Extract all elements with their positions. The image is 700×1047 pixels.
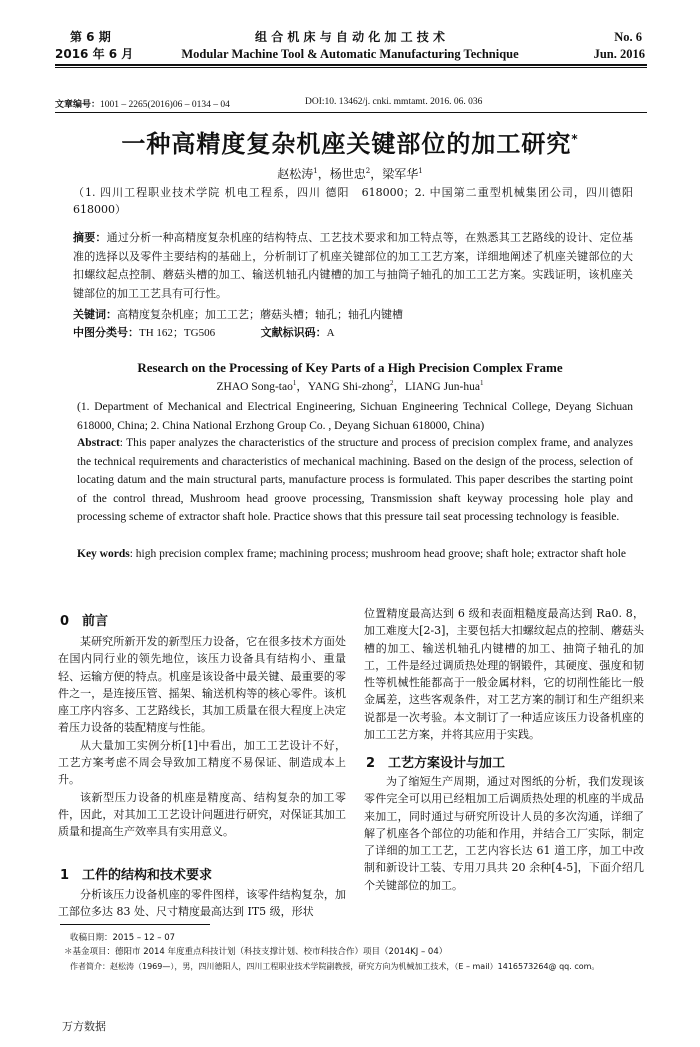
author-affil-mark: 2 <box>365 167 371 175</box>
author-affil-mark: 1 <box>480 379 484 388</box>
paragraph: 该新型压力设备的机座是精度高、结构复杂的加工零件，因此，对其加工工艺设计问题进行研究，对保证其加工质量和提高生产效率具有实用意义。 <box>58 790 346 839</box>
authors-en: ZHAO Song-tao$^1$，YANG Shi-zhong$^2$，LIANG Jun-hua$^1$ <box>216 379 484 393</box>
author-name: 赵松涛 <box>277 167 314 181</box>
section-0-title: 0 前言 <box>60 614 109 629</box>
issue-number-en: No. 6 <box>614 30 642 44</box>
footnote-rule <box>60 924 210 925</box>
page-title: 一种高精度复杂机座关键部位的加工研究* <box>121 130 579 158</box>
issue-number: 第 6 期 <box>70 30 111 44</box>
author-name: 杨世忠 <box>329 167 366 181</box>
watermark: 万方数据 <box>62 1020 106 1033</box>
right-column-cont <box>364 773 644 894</box>
article-number: 文章编号：1001 – 2265(2016)06 – 0134 – 04 <box>55 100 230 110</box>
journal-title-cn: 组 合 机 床 与 自 动 化 加 工 技 术 <box>255 30 445 44</box>
footnote-received: 收稿日期：2015 – 12 – 07 <box>70 933 176 943</box>
classification: 中图分类号：TH 162；TG506 文献标识码：A <box>73 326 335 339</box>
author-affil-mark: 1 <box>418 167 423 175</box>
author-name: 梁军华 <box>382 167 419 181</box>
paragraph: 位置精度最高达到 6 级和表面粗糙度最高达到 Ra0. 8，加工难度大[2-3]，主要包括大扣螺纹起点的控制、蘑菇头槽的加工、输送机轴孔内键槽的加工、抽筒子轴孔的加工，工件是经过调质热处理的钢锻件，其硬度、强度和韧性等机械性能都高于一般金属材料，它的切削性能比一般金属差，这些客观条件，对工艺方案的制订和生产组织来说都是一次考验。本文制订了一种适应该压力设备机座的加工工艺方案，并将其应用于实践。 <box>364 607 644 742</box>
keywords-en: Key words: high precision complex frame; machining process; mushroom head groove; shaft hole; extractor shaft hole <box>77 548 626 560</box>
author-affil-mark: 2 <box>389 379 394 388</box>
author-affil-mark: 1 <box>313 167 318 175</box>
footnote-fund: ＊基金项目：德阳市 2014 年度重点科技计划（科技支撑计划、校市科技合作）项目（2014KJ – 04） <box>64 947 448 957</box>
right-column <box>364 605 644 743</box>
authors-cn: 赵松涛$^1$，杨世忠$^2$，梁军华$^1$ <box>277 167 423 181</box>
paragraph: 从大量加工实例分析[1]中看出，加工工艺设计不好，工艺方案考虑不周会导致加工精度不易保证、制造成本上升。 <box>58 738 346 787</box>
issue-date: 2016 年 6 月 <box>55 47 134 61</box>
author-name: LIANG Jun-hua <box>404 381 480 393</box>
left-column <box>58 633 346 841</box>
abstract-cn: 摘要：通过分析一种高精度复杂机座的结构特点、工艺技术要求和加工特点等，在熟悉其工艺路线的设计、定位基准的选择以及零件主要结构的基础上，分析制订了机座关键部位的加工工艺方案，详细地阐述了机座关键部位的大扣螺纹起点控制、蘑菇头槽的加工、输送机轴孔内键槽的加工与抽筒子轴孔的加工工艺方案。实践证明，该机座关键部位的加工工艺具有可行性。 <box>73 231 634 300</box>
footnote-author: 作者简介：赵松涛（1969—），男，四川德阳人，四川工程职业技术学院副教授，研究方向为机械加工技术，（E – mail）1416573264@ qq. com。 <box>70 962 600 971</box>
header-rule <box>55 64 647 66</box>
abstract-en: Abstract: This paper analyzes the characteristics of the structure and process of precision complex frame, and analyzes the technical requirements and characteristics of mechanical machining. Based on the design of the process, selection of locating datum and the main structural parts, manufacture process is formulated. This paper describes the starting point of the control thread, Mushroom head groove processing, Transmission shaft keyway processing hole play and processing scheme of extractor shaft hole. Practice shows that this pressure tail seat processing technology is feasible. <box>77 437 633 523</box>
keywords-cn: 关键词：高精度复杂机座；加工工艺；蘑菇头槽；轴孔；轴孔内键槽 <box>73 308 403 321</box>
paragraph: 分析该压力设备机座的零件图样，该零件结构复杂，加工部位多达 83 处、尺寸精度最高达到 IT5 级，形状 <box>58 888 346 919</box>
section-1-title: 1 工件的结构和技术要求 <box>60 868 213 883</box>
paragraph: 为了缩短生产周期，通过对图纸的分析，我们发现该零件完全可以用已经粗加工后调质热处理的机座的半成品来加工，同时通过与研究所设计人员的多次沟通，详细了解了机座各个部位的功能和作用，并结合工厂实际，制定了详细的加工工艺，工艺内容长达 61 道工序，加工中改制和新设计工装、专用刀具共 20 余种[4-5]，下面介绍几个关键部位的加工。 <box>364 775 644 892</box>
issue-date-en: Jun. 2016 <box>593 47 645 61</box>
author-name: YANG Shi-zhong <box>307 381 390 393</box>
left-column-cont <box>58 886 346 921</box>
header-rule-thin <box>55 67 647 68</box>
author-name: ZHAO Song-tao <box>216 381 293 393</box>
author-affil-mark: 1 <box>292 379 297 388</box>
doi: DOI:10. 13462/j. cnki. mmtamt. 2016. 06. 036 <box>305 97 483 107</box>
affiliation-cn: （1. 四川工程职业技术学院 机电工程系，四川 德阳 618000；2. 中国第二重型机械集团公司，四川德阳 618000） <box>73 186 644 216</box>
journal-title-en: Modular Machine Tool & Automatic Manufacturing Technique <box>181 47 519 61</box>
title-en: Research on the Processing of Key Parts of a High Precision Complex Frame <box>137 360 563 375</box>
docinfo-rule <box>55 112 647 113</box>
affiliation-en: (1. Department of Mechanical and Electrical Engineering, Sichuan Engineering Technical College, Deyang Sichuan 618000, China; 2. China National Erzhong Group Co. , Deyang Sichuan 618000, China) <box>77 401 633 432</box>
paragraph: 某研究所新开发的新型压力设备，它在很多技术方面处在国内同行业的领先地位，该压力设备具有结构小、重量轻、运输方便的特点。机座是该设备中最关键、最重要的零件之一，是连接压管、摇架、输送机构等的核心零件。该机座工序内容多、工艺路线长，其加工质量在很大程度上决定着压力设备的装配精度与性能。 <box>58 635 346 735</box>
section-2-title: 2 工艺方案设计与加工 <box>366 756 506 771</box>
